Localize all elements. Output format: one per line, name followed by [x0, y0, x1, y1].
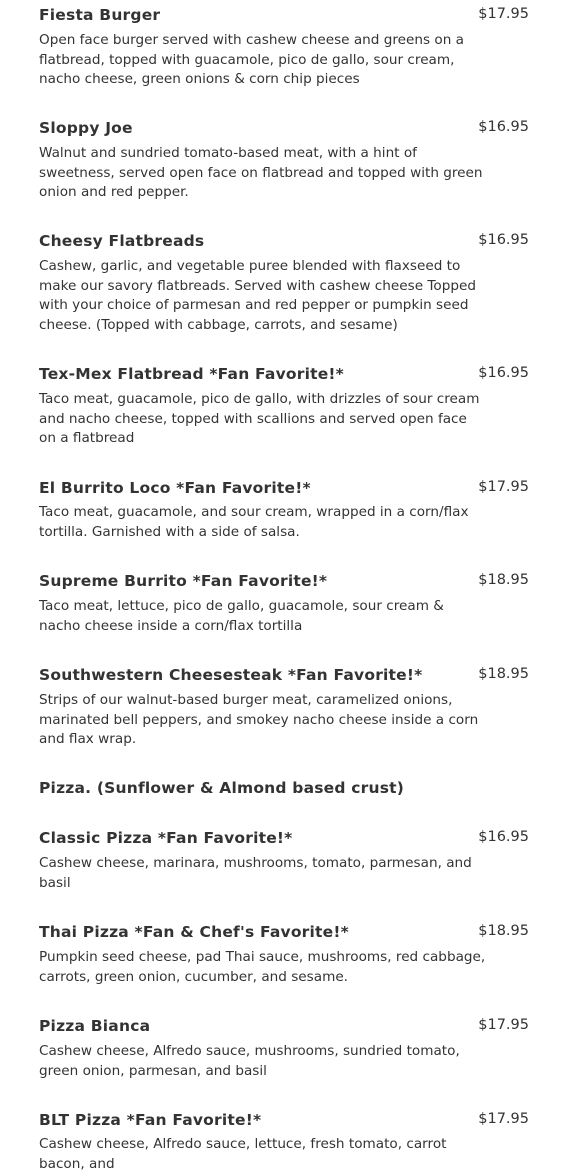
item-price: $16.95: [478, 829, 529, 845]
item-price: $18.95: [478, 666, 529, 682]
item-description: Taco meat, guacamole, and sour cream, wrapped in a corn/flax tortilla. Garnished with a side of salsa.: [39, 504, 469, 540]
item-description: Cashew cheese, marinara, mushrooms, tomato, parmesan, and basil: [39, 855, 472, 891]
item-description: Pumpkin seed cheese, pad Thai sauce, mushrooms, red cabbage, carrots, green onion, cucumber, and sesame.: [39, 949, 486, 985]
item-name: Cheesy Flatbreads: [39, 232, 205, 250]
item-price: $17.95: [478, 1111, 529, 1127]
item-price: $17.95: [478, 479, 529, 495]
item-name: Sloppy Joe: [39, 119, 133, 137]
item-description: Cashew cheese, Alfredo sauce, mushrooms, sundried tomato, green onion, parmesan, and basil: [39, 1043, 460, 1079]
item-name: Southwestern Cheesesteak *Fan Favorite!*: [39, 666, 423, 684]
item-description: Walnut and sundried tomato-based meat, with a hint of sweetness, served open face on flatbread and topped with green onion and red pepper.: [39, 145, 483, 201]
item-name: BLT Pizza *Fan Favorite!*: [39, 1111, 262, 1129]
item-price: $16.95: [478, 232, 529, 248]
item-name: Pizza Bianca: [39, 1017, 151, 1035]
item-description: Open face burger served with cashew cheese and greens on a flatbread, topped with guacamole, pico de gallo, sour cream, nacho cheese, green onions & corn chip pieces: [39, 32, 464, 88]
item-price: $18.95: [478, 923, 529, 939]
item-name: Fiesta Burger: [39, 6, 161, 24]
item-price: $16.95: [478, 365, 529, 381]
item-description: Cashew, garlic, and vegetable puree blended with flaxseed to make our savory flatbreads. Served with cashew cheese Topped with your choice of parmesan and red pepper or pumpkin seed cheese. (Topped with cabbage, carrots, and sesame): [39, 258, 476, 333]
item-description: Taco meat, lettuce, pico de gallo, guacamole, sour cream & nacho cheese inside a corn/flax tortilla: [39, 598, 444, 634]
item-price: $17.95: [478, 6, 529, 22]
item-description: Strips of our walnut-based burger meat, caramelized onions, marinated bell peppers, and smokey nacho cheese inside a corn and flax wrap.: [39, 692, 479, 748]
item-price: $18.95: [478, 572, 529, 588]
item-description: Cashew cheese, Alfredo sauce, lettuce, fresh tomato, carrot bacon, and: [39, 1136, 447, 1172]
item-price: $16.95: [478, 119, 529, 135]
item-name: Tex-Mex Flatbread *Fan Favorite!*: [39, 365, 344, 383]
item-name: El Burrito Loco *Fan Favorite!*: [39, 479, 311, 497]
item-description: Taco meat, guacamole, pico de gallo, with drizzles of sour cream and nacho cheese, topped with scallions and served open face on a flatbread: [39, 391, 480, 447]
pizza-section-heading: Pizza. (Sunflower & Almond based crust): [39, 779, 405, 797]
item-price: $17.95: [478, 1017, 529, 1033]
item-name: Thai Pizza *Fan & Chef's Favorite!*: [39, 923, 349, 941]
item-name: Supreme Burrito *Fan Favorite!*: [39, 572, 328, 590]
item-name: Classic Pizza *Fan Favorite!*: [39, 829, 293, 847]
